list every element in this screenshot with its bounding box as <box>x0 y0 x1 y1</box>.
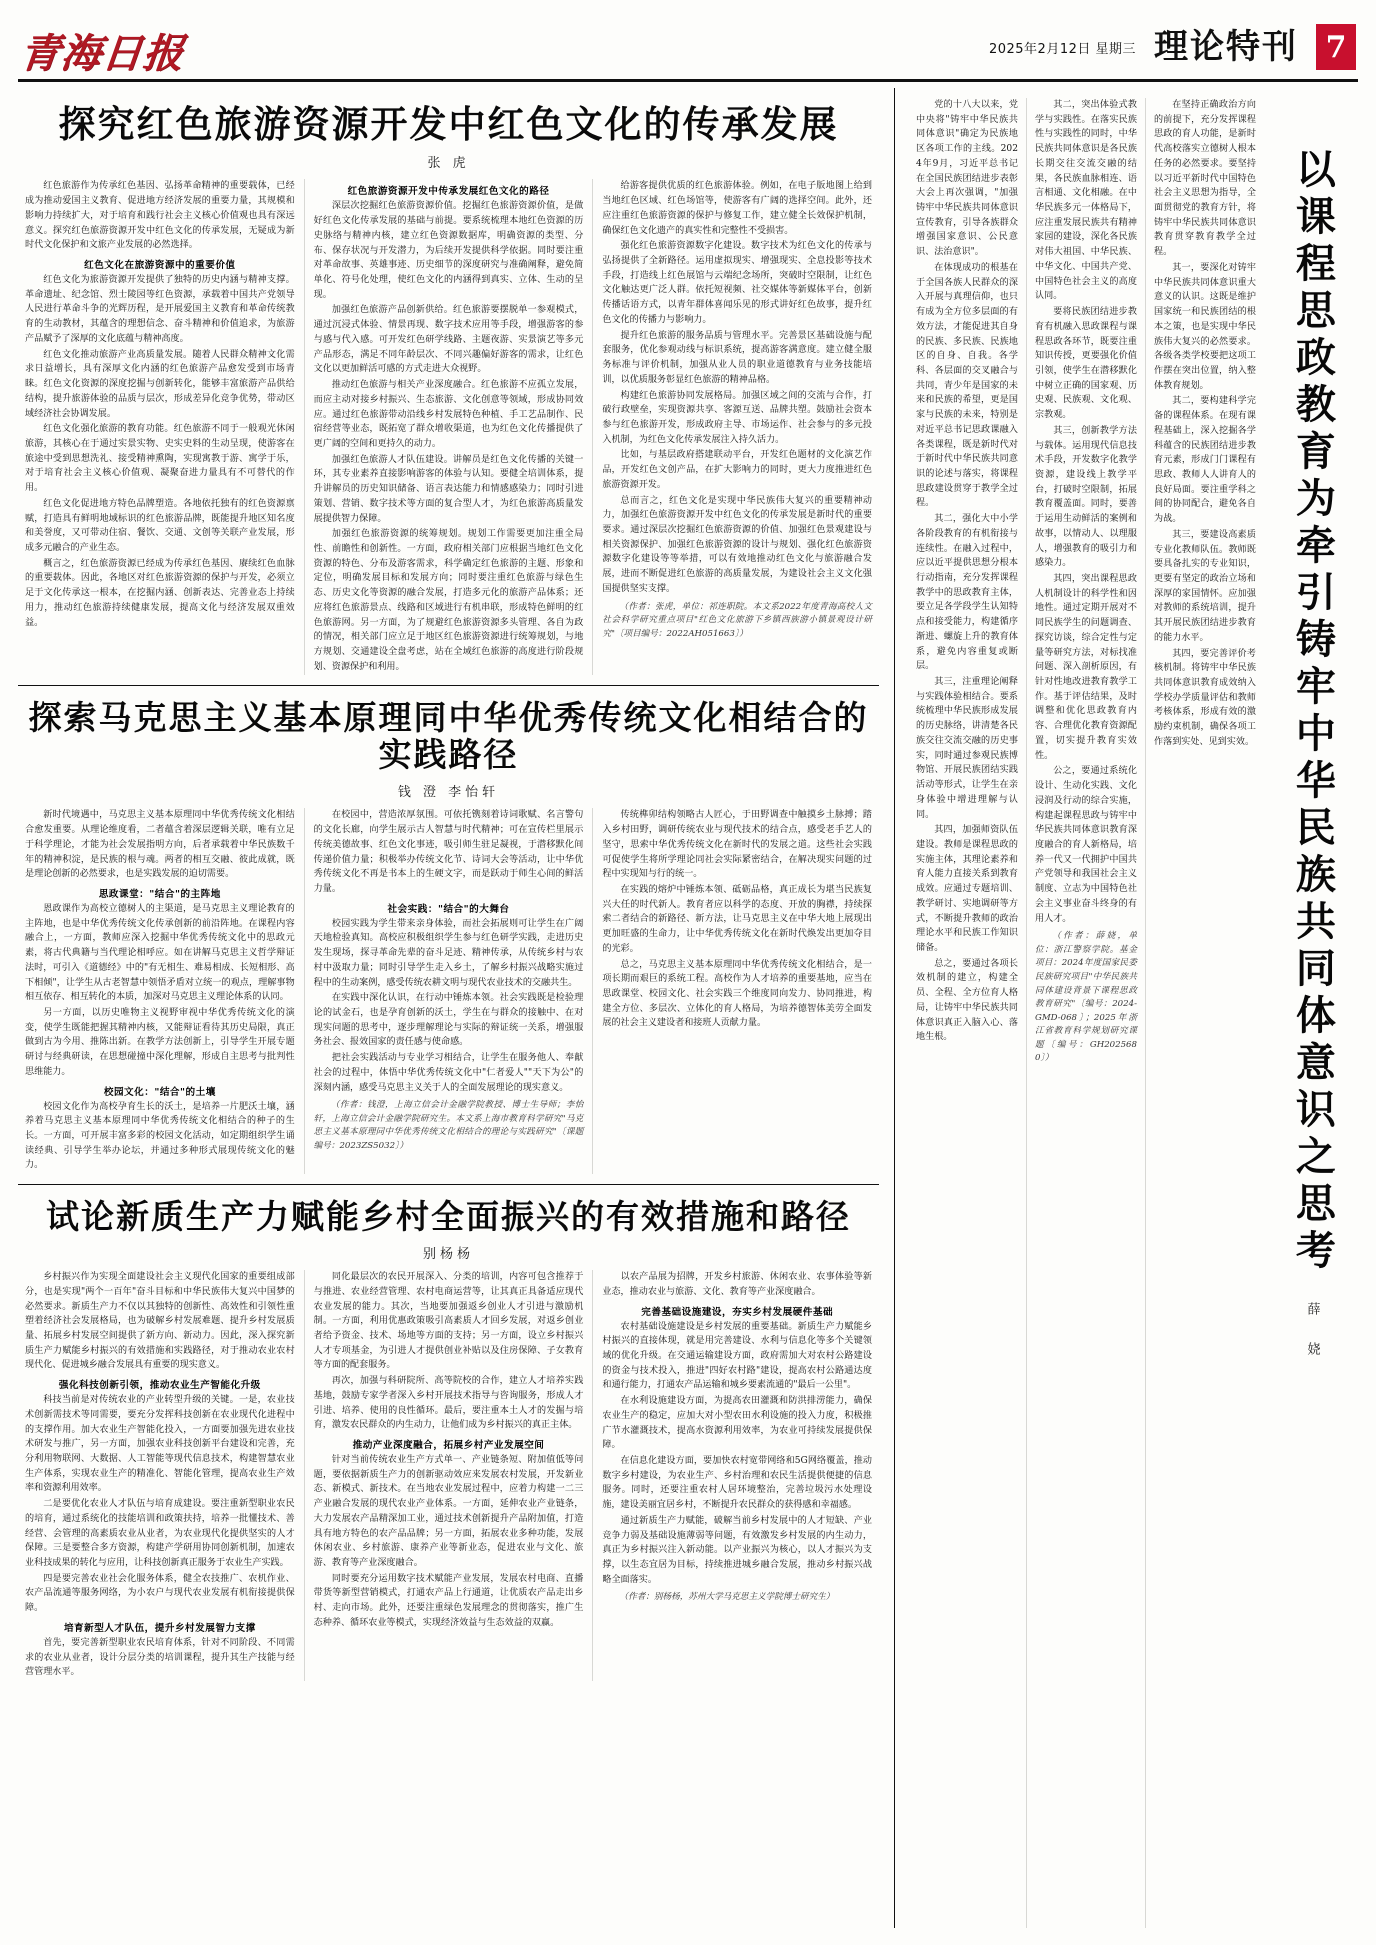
body-paragraph: 总之，马克思主义基本原理同中华优秀传统文化相结合，是一项长期而艰巨的系统工程。高校作为人才培养的重要基地，应当在思政课堂、校园文化、社会实践三个维度同向发力、协同推进，构建全方位、多层次、立体化的育人格局，为培养德智体美劳全面发展的社会主义建设者和接班人贡献力量。 <box>602 959 873 1029</box>
body-paragraph: 把社会实践活动与专业学习相结合，让学生在服务他人、奉献社会的过程中，体悟中华优秀传统文化中"仁者爱人""天下为公"的深刻内涵，感受马克思主义关于人的全面发展理论的现实意义。 <box>313 1053 584 1093</box>
article-2-headline: 探索马克思主义基本原理同中华优秀传统文化相结合的实践路径 <box>28 698 869 775</box>
issue-date: 2025年2月12日 星期三 <box>988 41 1136 57</box>
section-title: 理论特刊 <box>1154 27 1298 67</box>
body-paragraph: 提升红色旅游的服务品质与管理水平。完善景区基础设施与配套服务，优化参观动线与标识系统，提高游客满意度。建立健全服务标准与评价机制，加强从业人员的职业道德教育与业务技能培训，以优质服务彰显红色旅游的精神品格。 <box>602 330 873 385</box>
body-paragraph: 其四，加强师资队伍建设。教师是课程思政的实施主体，其理论素养和育人能力直接关系到教育成效。应通过专题培训、教学研讨、实地调研等方式，不断提升教师的政治理论水平和民族工作知识储备。 <box>916 825 1018 953</box>
body-paragraph: 强化红色旅游资源数字化建设。数字技术为红色文化的传承与弘扬提供了全新路径。运用虚拟现实、增强现实、全息投影等技术手段，打造线上红色展馆与云端纪念场所，突破时空限制，让红色文化触达更广泛人群。依托短视频、社交媒体等新媒体平台，创新传播话语方式，以青年群体喜闻乐见的形式讲好红色故事，提升红色文化的传播力与影响力。 <box>602 241 873 325</box>
vertical-column-3 <box>1145 98 1264 1928</box>
article-3-column-3 <box>592 1270 881 1681</box>
article-1-column-3 <box>592 179 881 675</box>
body-paragraph: 农村基础设施建设是乡村发展的重要基础。新质生产力赋能乡村振兴的直接体现，就是用完善建设、水利与信息化等多个关键领域的优化升级。在交通运输建设方面，政府需加大对农村公路建设的资金与技术投入，推进"四好农村路"建设，提高农村公路通达度和通行能力，打通农产品运输和城乡要素流通的"最后一公里"。 <box>602 1321 873 1391</box>
body-paragraph: 党的十八大以来，党中央将"铸牢中华民族共同体意识"确定为民族地区各项工作的主线。2024年9月，习近平总书记在全国民族团结进步表彰大会上再次强调，"加强铸牢中华民族共同体意识宣传教育，引导各族群众增强国家意识、公民意识、法治意识"。 <box>916 100 1018 258</box>
body-paragraph: 在实践中深化认识，在行动中锤炼本领。社会实践既是检验理论的试金石，也是孕育创新的沃土，学生在与群众的接触中、在对现实问题的思考中，逐步理解理论与实际的辩证统一关系，增强服务社会、报效国家的责任感与使命感。 <box>313 993 584 1048</box>
body-paragraph: 其二，强化大中小学各阶段教育的有机衔接与连续性。在融入过程中，应以近平提供思想分根本行动指南，充分发挥课程教学中的思政教育主体，要立足各学段学生认知特点和接受能力，构建循序渐进、螺旋上升的教育体系，避免内容重复或断层。 <box>916 514 1018 672</box>
body-paragraph: 通过新质生产力赋能，破解当前乡村发展中的人才短缺、产业竞争力弱及基础设施薄弱等问题，有效激发乡村发展的内生动力，真正为乡村振兴注入新动能。以产业振兴为核心，以人才振兴为支撑，以生态宜居为目标，持续推进城乡融合发展，推动乡村振兴战略全面落实。 <box>602 1515 873 1585</box>
body-paragraph: 红色文化推动旅游产业高质量发展。随着人民群众精神文化需求日益增长，具有深厚文化内涵的红色旅游产品愈发受到市场青睐。红色文化资源的深度挖掘与创新转化，能够丰富旅游产品供给结构，提升旅游体验的品质与层次，形成差异化竞争优势，带动区域经济社会协调发展。 <box>25 349 295 419</box>
page-number-badge: 7 <box>1316 24 1356 70</box>
article-3-column-1 <box>16 1270 304 1681</box>
article-2-column-1 <box>16 808 304 1174</box>
article-3-column-2 <box>304 1270 593 1681</box>
section-subhead: 红色文化在旅游资源中的重要价值 <box>84 260 236 272</box>
body-paragraph: 其四，突出课程思政人机制设计的科学性和因地性。通过定期开展对不同民族学生的问题调查、探究访谈，综合定性与定量等研究方法，对标找准问题、深入剖析原因，有针对性地改进教育教学工作。基于评估结果，及时调整和优化思政教育内容、合理优化教育资源配置，切实提升教育实效性。 <box>1035 574 1137 761</box>
body-paragraph: 再次，加强与科研院所、高等院校的合作，建立人才培养实践基地，鼓励专家学者深入乡村开展技术指导与咨询服务，形成人才引进、培养、使用的良性循环。最后，要注重本土人才的发掘与培育，激发农民群众的内生动力，让他们成为乡村振兴的真正主体。 <box>313 1376 584 1431</box>
body-paragraph: 同化最层次的农民开展深入、分类的培训，内容可包含推荐于与推进、农业经营管理、农村电商运营等，让其真正具备适应现代农业发展的能力。其次，当地要加强返乡创业人才引进与激励机制。一方面，利用优惠政策吸引高素质人才回乡发展，对返乡创业者给予资金、技术、场地等方面的支持；另一方面，设立乡村振兴人才专项基金，为引进人才提供创业补贴以及住房保障、子女教育等方面的配套服务。 <box>313 1272 584 1371</box>
body-paragraph: 要将民族团结进步教育有机融入思政课程与课程思政各环节，既要注重知识传授，更要强化价值引领，使学生在潜移默化中树立正确的国家观、历史观、民族观、文化观、宗教观。 <box>1035 307 1137 421</box>
article-3-headline: 试论新质生产力赋能乡村全面振兴的有效措施和路径 <box>46 1197 852 1237</box>
body-paragraph: 给游客提供优质的红色旅游体验。例如，在电子版地图上给到当地红色区域、红色场馆等，使游客有广阔的选择空间。此外，还应注重红色旅游资源的保护与修复工作，建立健全长效保护机制，确保红色文化遗产的真实性和完整性不受损害。 <box>602 181 873 236</box>
article-1-byline: 张 虎 <box>427 156 470 172</box>
article-1-columns <box>16 179 881 675</box>
article-source-note: （作者：张虎，单位：祁连职院。本文系2022年度青海高校人文社会科学研究重点项目"红色文化旅游下乡镇西族游小镇景观设计研究"〔项目编号：2022AH051663〕） <box>602 601 873 639</box>
article-marxism <box>16 686 881 1174</box>
masthead <box>16 14 1360 76</box>
body-paragraph: 其四，要完善评价考核机制。将铸牢中华民族共同体意识教育成效纳入学校办学质量评估和教师考核体系，形成有效的激励约束机制，确保各项工作落到实处、见到实效。 <box>1154 648 1256 747</box>
body-paragraph: 在信息化建设方面，要加快农村宽带网络和5G网络覆盖，推动数字乡村建设，为农业生产、乡村治理和农民生活提供便捷的信息服务。同时，还要注重农村人居环境整治，完善垃圾污水处理设施，建设美丽宜居乡村，不断提升农民群众的获得感和幸福感。 <box>602 1456 873 1511</box>
body-paragraph: 在校园中，营造浓厚氛围。可依托镌刻着诗词歌赋、名言警句的文化长廊，向学生展示古人智慧与时代精神；可在宣传栏里展示传统美德故事、红色文化事迹，吸引师生驻足凝视，于潜移默化间传递价值力量；积极举办传统文化节、诗词大会等活动，让中华优秀传统文化不再是书本上的生硬文字，而是跃动于师生心间的鲜活力量。 <box>313 810 584 894</box>
article-2-column-3 <box>592 808 881 1174</box>
body-paragraph: 红色文化促进地方特色品牌塑造。各地依托独有的红色资源禀赋，打造具有鲜明地域标识的红色旅游品牌，既能提升地区知名度和美誉度，又可带动住宿、餐饮、交通、文创等关联产业发展，形成多元融合的产业生态。 <box>25 498 295 553</box>
article-red-tourism <box>16 88 881 675</box>
body-paragraph: 科技当前是对传统农业的产业转型升级的关键。一是，农业技术创新需技术等同需要，要充分发挥科技创新在农业现代化进程中的支撑作用。加大农业生产智能化投入，一方面要加强先进农业技术研发与推广，另一方面，加强农业科技创新平台建设和完善，充分利用物联网、大数据、人工智能等现代信息技术，构建智慧农业生产体系，实现农业生产的精准化、智能化管理，提高农业生产效率和资源利用效率。 <box>25 1395 295 1494</box>
vertical-byline: 薛 娆 <box>1304 1302 1320 1361</box>
article-rural <box>16 1185 881 1681</box>
body-paragraph: 其三，注重理论阐释与实践体验相结合。要系统梳理中华民族形成发展的历史脉络，讲清楚各民族交往交流交融的历史事实，同时通过参观民族博物馆、开展民族团结实践活动等形式，让学生在亲身体验中增进理解与认同。 <box>916 677 1018 820</box>
body-paragraph: 加强红色旅游人才队伍建设。讲解员是红色文化传播的关键一环，其专业素养直接影响游客的体验与认知。要健全培训体系，提升讲解员的历史知识储备、语言表达能力和情感感染力；同时引进策划、营销、数字技术等方面的复合型人才，为红色旅游高质量发展提供智力保障。 <box>313 454 584 524</box>
body-paragraph: 同时要充分运用数字技术赋能产业发展，发展农村电商、直播带货等新型营销模式，打通农产品上行通道，让优质农产品走出乡村、走向市场。此外，还要注重绿色发展理念的贯彻落实，推广生态种养、循环农业等模式，实现经济效益与生态效益的双赢。 <box>313 1573 584 1628</box>
body-paragraph: 恩政课作为高校立德树人的主渠道，是马克思主义理论教育的主阵地，也是中华优秀传统文化传承创新的前沿阵地。在课程内容融合上，一方面，教师应深入挖掘中华优秀传统文化中的思政元素，将古代典籍与当代理论相呼应。如在讲解马克思主义哲学辩证法时，可引入《道德经》中的"有无相生、难易相成、长短相形、高下相倾"，让学生从古老智慧中领悟矛盾对立统一的观点，理解事物相互依存、相互转化的本质，加深对马克思主义理论体系的认同。 <box>25 903 295 1003</box>
article-course-ideology <box>908 88 1360 1928</box>
body-paragraph: 红色文化为旅游资源开发提供了独特的历史内涵与精神支撑。革命遗址、纪念馆、烈士陵园等红色资源，承载着中国共产党领导人民进行革命斗争的光辉历程，是开展爱国主义教育和革命传统教育的生动教材，其蕴含的理想信念、奋斗精神和价值追求，为旅游产品赋予了深厚的文化底蕴与精神高度。 <box>25 275 295 344</box>
body-paragraph: 在体现成功的根基在于全国各族人民群众的深入开展与真理信仰，也只有成为全方位多层面的有效方法，才能促进其自身的民族、多民族、民族地区的自身、自我。各学科、各层面的交叉融合与共同，青少年是国家的未来和民族的希望，更是国家与民族的未来，特别是对近平总书记思政课融入各类课程，既是新时代对于新时代中华民族共同意识的论述与落实，将课程思政建设贯穿于教学全过程。 <box>916 262 1018 509</box>
right-article-zone <box>908 88 1360 1928</box>
vertical-column-rule <box>894 88 895 1928</box>
article-source-note: （作者：钱澄，上海立信会计金融学院教授、博士生导师；李怡轩，上海立信会计金融学院研究生。本文系上海市教育科学研究"马克思主义基本原理同中华优秀传统文化相结合的理论与实践研究"〔课题编号：2023ZS5032〕） <box>313 1100 584 1152</box>
body-paragraph: 公之，要通过系统化设计、生动化实践、文化浸润及行动的综合实施，构建起课程思政与铸牢中华民族共同体意识教育深度融合的育人新格局，培养一代又一代拥护中国共产党领导和我国社会主义制度、立志为中国特色社会主义事业奋斗终身的有用人才。 <box>1035 766 1137 924</box>
body-paragraph: 红色旅游作为传承红色基因、弘扬革命精神的重要载体，已经成为推动爱国主义教育、促进地方经济发展的重要力量，其规模和影响力持续扩大，对于培育和践行社会主义核心价值观也具有深远意义。探究红色旅游资源开发中红色文化的传承发展，无疑成为新时代文化保护和文旅产业发展的必然选择。 <box>25 181 295 251</box>
section-subhead: 校园文化："结合"的土壤 <box>103 1086 216 1098</box>
article-2-byline: 钱 澄 李怡轩 <box>397 785 500 801</box>
body-paragraph: 校园实践为学生带来亲身体验，而社会拓展则可让学生在广阔天地检验真知。高校应积极组织学生参与红色研学实践，走进历史发生现场，探寻革命先辈的奋斗足迹、精神传承，从传统乡村与农村中汲取力量；同时引导学生走入乡土，了解乡村振兴战略实施过程中的生动案例，感受传统农耕文明与现代农业技术的交融共生。 <box>313 918 584 988</box>
section-subhead: 培育新型人才队伍，提升乡村发展智力支撑 <box>63 1622 256 1634</box>
article-source-note: （作者：薛娆，单位：浙江警察学院。基金项目：2024年度国家民委民族研究项目"中华民族共同体建设背景下课程思政教育研究"〔编号：2024-GMD-068〕；2025年浙江省教育科学规划研究课题〔编号：GH2025680〕） <box>1035 931 1137 1064</box>
masthead-right <box>989 24 1356 74</box>
vertical-article-columns <box>908 88 1264 1928</box>
body-paragraph: 传统榫卯结构领略古人匠心，于田野调查中触摸乡土脉搏；踏入乡村田野，调研传统农业与现代技术的结合点，感受老手艺人的坚守，思索中华优秀传统文化在新时代的发展之道。这些社会实践可促使学生将所学理论同社会实际紧密结合，在解决现实问题的过程中实现知与行的统一。 <box>602 810 873 880</box>
vertical-headline: 以课程思政教育为牵引铸牢中华民族共同体意识之思考 <box>1289 148 1337 1276</box>
body-paragraph: 在水利设施建设方面，为提高农田灌溉和防洪排涝能力，确保农业生产的稳定，应加大对小型农田水利设施的投入力度，积极推广节水灌溉技术，提高水资源利用效率，为农业可持续发展提供保障。 <box>602 1396 873 1451</box>
left-article-zone <box>16 88 881 1928</box>
section-subhead: 强化科技创新引领，推动农业生产智能化升级 <box>58 1380 261 1392</box>
body-paragraph: 新时代境遇中，马克思主义基本原理同中华优秀传统文化相结合愈发重要。从理论维度看，二者蕴含着深层逻辑关联，唯有立足于科学理论，才能为社会发展指明方向，后者承载着中华民族数千年的精神积淀，是民族的根与魂。两者的相互交融、彼此成就，既是理论创新的必然要求，也是实践发展的迫切需要。 <box>25 810 295 880</box>
section-subhead: 红色旅游资源开发中传承发展红色文化的路径 <box>347 186 550 198</box>
body-paragraph: 总之，要通过各项长效机制的建立，构建全员、全程、全方位育人格局，让铸牢中华民族共同体意识真正入脑入心、落地生根。 <box>916 958 1018 1043</box>
article-1-column-1 <box>16 179 304 675</box>
article-1-column-2 <box>304 179 593 675</box>
body-paragraph: 校园文化作为高校孕育生长的沃土，是培养一片肥沃土壤，涵养着马克思主义基本原理同中华优秀传统文化相结合的种子的生长。一方面，可开展丰富多彩的校园文化活动，如定期组织学生诵读经典、引导学生举办论坛，并通过多种形式展现传统文化的魅力。 <box>25 1101 295 1171</box>
body-paragraph: 深层次挖掘红色旅游资源价值。挖掘红色旅游资源价值，是做好红色文化传承发展的基础与前提。要系统梳理本地红色资源的历史脉络与精神内核，建立红色资源数据库，明确资源的类型、分布、保存状况与开发潜力，为后续开发提供科学依据。同时要注重对革命故事、英雄事迹、历史细节的深度研究与准确阐释，避免简单化、符号化处理，使红色文化的内涵得到真实、立体、生动的呈现。 <box>313 201 584 300</box>
body-paragraph: 二是要优化农业人才队伍与培育成建设。要注重新型职业农民的培育，通过系统化的技能培训和政策扶持，培养一批懂技术、善经营、会管理的高素质农业从业者，为农业现代化提供坚实的人才保障。三是要整合多方资源，构建产学研用协同创新机制，加速农业科技成果的转化与应用，让科技创新真正服务于农业生产实践。 <box>25 1499 295 1569</box>
body-paragraph: 针对当前传统农业生产方式单一、产业链条短、附加值低等问题，要依据新质生产力的创新驱动效应来发展农村发展，开发新业态、新模式、新技术。在当地农业发展过程中，应着力构建一二三产业融合发展的现代农业产业体系。一方面，延伸农业产业链条，大力发展农产品精深加工业，通过技术创新提升产品附加值，打造具有地方特色的农产品品牌；另一方面，拓展农业多种功能，发展休闲农业、乡村旅游、康养产业等新业态，促进农业与文化、旅游、教育等产业深度融合。 <box>313 1455 584 1569</box>
body-paragraph: 红色文化强化旅游的教育功能。红色旅游不同于一般观光休闲旅游，其核心在于通过实景实物、史实史料的生动呈现，使游客在旅途中受到思想洗礼、接受精神熏陶，实现寓教于游、寓学于乐，对于培育社会主义核心价值观、凝聚奋进力量具有不可替代的作用。 <box>25 424 295 494</box>
body-paragraph: 加强红色旅游产品创新供给。红色旅游要摆脱单一参观模式，通过沉浸式体验、情景再现、数字技术应用等手段，增强游客的参与感与代入感。可开发红色研学线路、主题夜游、实景演艺等多元产品形态，满足不同年龄层次、不同兴趣偏好游客的需求，让红色文化以更加鲜活可感的方式走进大众视野。 <box>313 305 584 375</box>
body-paragraph: 乡村振兴作为实现全面建设社会主义现代化国家的重要组成部分，也是实现"两个一百年"奋斗目标和中华民族伟大复兴中国梦的必然要求。新质生产力不仅以其独特的创新性、高效性和引领性重塑着经济社会发展格局，也为破解乡村发展难题、提升乡村发展质量、拓展乡村发展空间提供了新方向、新动力。因此，深入探究新质生产力赋能乡村振兴的有效措施和实践路径，对于推动农业农村现代化、促进城乡融合发展具有重要的现实意义。 <box>25 1272 295 1371</box>
body-paragraph: 其二，要构建科学完备的课程体系。在现有课程基础上，深入挖掘各学科蕴含的民族团结进步教育元素，形成门门课程有思政、教师人人讲育人的良好局面。要注重学科之间的协同配合，避免各自为战。 <box>1154 396 1256 525</box>
body-paragraph: 其三，要建设高素质专业化教师队伍。教师既要具备扎实的专业知识，更要有坚定的政治立场和深厚的家国情怀。应加强对教师的系统培训，提升其开展民族团结进步教育的能力水平。 <box>1154 529 1256 643</box>
vertical-column-1 <box>908 98 1026 1928</box>
article-2-columns <box>16 808 881 1174</box>
section-subhead: 思政课堂："结合"的主阵地 <box>98 888 221 900</box>
section-subhead: 社会实践："结合"的大舞台 <box>387 903 510 915</box>
vertical-column-2 <box>1026 98 1145 1928</box>
body-paragraph: 推动红色旅游与相关产业深度融合。红色旅游不应孤立发展，而应主动对接乡村振兴、生态旅游、文化创意等领域，形成协同效应。通过红色旅游带动沿线乡村发展特色种植、手工艺品制作、民宿经营等业态，既拓宽了群众增收渠道，也为红色文化传播提供了更广阔的空间和更持久的动力。 <box>313 380 584 449</box>
article-source-note: （作者：别杨杨，苏州大学马克思主义学院博士研究生） <box>619 1592 835 1603</box>
newspaper-logo: 青海日报 <box>17 30 187 77</box>
article-3-byline: 别杨杨 <box>423 1247 475 1263</box>
masthead-rule <box>18 79 1358 82</box>
body-paragraph: 比如，与基层政府搭建联动平台，开发红色题材的文化演艺作品，开发红色文创产品，在扩大影响力的同时，更大力度推进红色旅游资源开发。 <box>602 450 873 490</box>
body-paragraph: 总而言之，红色文化是实现中华民族伟大复兴的重要精神动力，加强红色旅游资源开发中红色文化的传承发展是新时代的重要要求。通过深层次挖掘红色旅游资源的价值、加强红色景观建设与相关资源保护、加强红色旅游资源的设计与规划、强化红色旅游资源数字化建设等等举措，可以有效地推动红色文化与旅游融合发展，进而不断促进红色旅游的高质量发展，为建设社会主义文化强国提供坚实支撑。 <box>602 495 873 594</box>
body-paragraph: 概言之，红色旅游资源已经成为传承红色基因、赓续红色血脉的重要载体。因此，各地区对红色旅游资源的保护与开发，必须立足于文化传承这一根本，在挖掘内涵、创新表达、完善业态上持续用力，推动红色旅游持续健康发展，提高文化与经济发展双重效益。 <box>25 558 295 628</box>
body-paragraph: 构建红色旅游协同发展格局。加强区域之间的交流与合作，打破行政壁垒，实现资源共享、客源互送、品牌共塑。鼓励社会资本参与红色旅游开发，形成政府主导、市场运作、社会参与的多元投入机制，为红色文化传承发展注入持久活力。 <box>602 390 873 445</box>
body-paragraph: 四是要完善农业社会化服务体系，健全农技推广、农机作业、农产品流通等服务网络，为小农户与现代农业发展有机衔接提供保障。 <box>25 1573 295 1614</box>
page-body <box>16 88 1360 1928</box>
section-subhead: 完善基础设施建设，夯实乡村发展硬件基础 <box>641 1306 834 1318</box>
article-2-column-2 <box>304 808 593 1174</box>
body-paragraph: 在实践的熔炉中锤炼本领、砥砺品格，真正成长为堪当民族复兴大任的时代新人。教育者应以科学的态度、开放的胸襟，持续探索二者结合的新路径、新方法，让马克思主义在中华大地上展现出更加旺盛的生命力，让中华优秀传统文化在新时代焕发出更加夺目的光彩。 <box>602 884 873 954</box>
masthead-logo-wrap <box>17 30 187 77</box>
vertical-title-column <box>1264 88 1360 1928</box>
body-paragraph: 其二，突出体验式教学与实践性。在落实民族性与实践性的同时，中华民族共同体意识是各民族长期交往交流交融的结果，各民族血脉相连、语言相通、文化相融。在中华民族多元一体格局下，应注重发展民族共有精神家园的建设，深化各民族对伟大祖国、中华民族、中华文化、中国共产党、中国特色社会主义的高度认同。 <box>1035 100 1137 302</box>
body-paragraph: 另一方面，以历史唯物主义视野审视中华优秀传统文化的演变，使学生既能把握其精神内核，又能辩证看待其历史局限，真正做到古为今用、推陈出新。在教学方法创新上，引导学生开展专题研讨与经典研读，在思想碰撞中深化理解，形成自主思考与批判性思维能力。 <box>25 1007 295 1077</box>
body-paragraph: 其一，要深化对铸牢中华民族共同体意识重大意义的认识。这既是维护国家统一和民族团结的根本之策，也是实现中华民族伟大复兴的必然要求。各级各类学校要把这项工作摆在突出位置，纳入整体教育规划。 <box>1154 262 1256 391</box>
body-paragraph: 在坚持正确政治方向的前提下，充分发挥课程思政的育人功能，是新时代高校落实立德树人根本任务的必然要求。要坚持以习近平新时代中国特色社会主义思想为指导，全面贯彻党的教育方针，将铸牢中华民族共同体意识教育贯穿教育教学全过程。 <box>1154 100 1256 258</box>
body-paragraph: 加强红色旅游资源的统筹规划。规划工作需要更加注重全局性、前瞻性和创新性。一方面，政府相关部门应根据当地红色文化资源的特色、分布及游客需求，科学确定红色旅游的主题、形象和定位，明确发展目标和发展方向；同时要注重红色旅游与绿色生态、历史文化等资源的融合发展，打造多元化的旅游产品体系；还应将红色旅游景点、线路和区域进行有机串联，形成特色鲜明的红色旅游网。另一方面，为了规避红色旅游资源多头管理、各自为政的情况，相关部门应立足于地区红色旅游资源进行统筹规划，与地方规划、交通建设全盘考虑，站在全域红色旅游的高度进行阶段规划、资源保护和利用。 <box>313 529 584 672</box>
article-1-headline: 探究红色旅游资源开发中红色文化的传承发展 <box>58 102 839 146</box>
body-paragraph: 首先，要完善新型职业农民培育体系，针对不同阶段、不同需求的农业从业者，设计分层分类的培训课程，提升其生产技能与经营管理水平。 <box>25 1637 295 1678</box>
body-paragraph: 其三，创新教学方法与载体。运用现代信息技术手段，开发数字化教学资源，建设线上教学平台，打破时空限制，拓展教育覆盖面。同时，要善于运用生动鲜活的案例和故事，以情动人、以理服人，增强教育的吸引力和感染力。 <box>1035 425 1137 569</box>
section-subhead: 推动产业深度融合，拓展乡村产业发展空间 <box>352 1440 545 1452</box>
article-3-columns <box>16 1270 881 1681</box>
body-paragraph: 以农产品展为招牌，开发乡村旅游、休闲农业、农事体验等新业态，推动农业与旅游、文化、教育等产业深度融合。 <box>602 1272 873 1297</box>
